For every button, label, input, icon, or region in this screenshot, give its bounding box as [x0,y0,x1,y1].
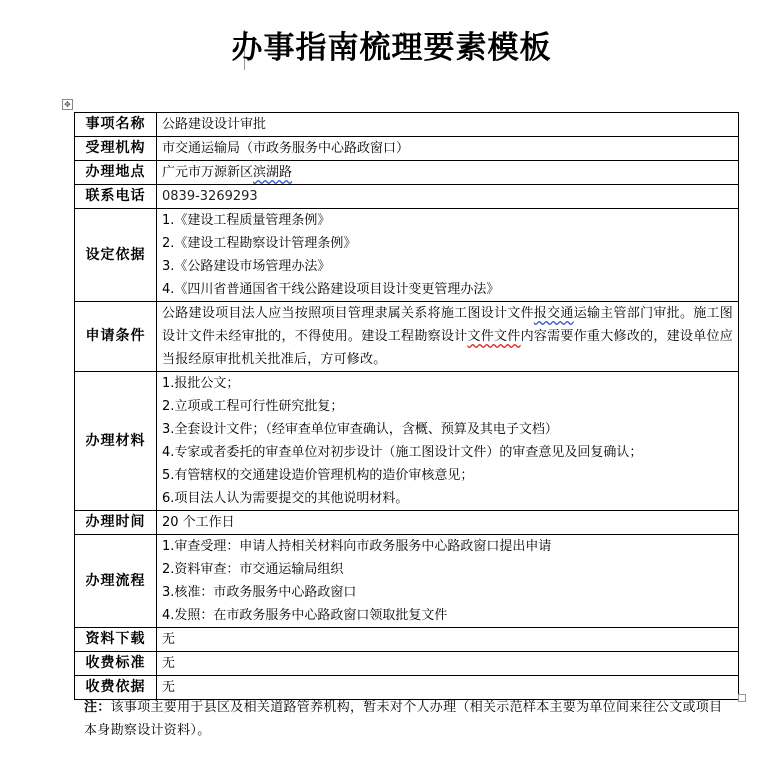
table-row-phone [75,185,739,209]
list-item: 3.核准：市政务服务中心路政窗口 [162,585,357,600]
row-label: 事项名称 [75,113,157,137]
list-item: 2.立项或工程可行性研究批复； [162,399,344,414]
list-item: 4.发照：在市政务服务中心路政窗口领取批复文件 [162,608,448,623]
text-span: 运输主管部门审批。施工图设计文件未经审批的，不得使用。建设工程勘察设计 [162,306,733,344]
spellcheck-underlined-text[interactable]: 报交通 [533,306,574,321]
list-item: 6.项目法人认为需要提交的其他说明材料。 [162,491,409,506]
table-row-fee-standard [75,652,739,676]
table-row-duration [75,511,739,535]
table-row-legal-basis [75,209,739,302]
table-row-agency [75,137,739,161]
table-row-item-name [75,113,739,137]
note-text: 该事项主要用于县区及相关道路管养机构，暂未对个人办理（相关示范样本主要为单位间来往公文或项目本身勘察设计资料）。 [84,700,723,738]
row-label: 资料下载 [75,628,157,652]
list-item: 3.《公路建设市场管理办法》 [162,259,331,274]
row-label: 收费标准 [75,652,157,676]
row-label: 设定依据 [75,209,157,302]
row-value[interactable]: 无 [157,628,739,652]
list-item: 2.《建设工程勘察设计管理条例》 [162,236,357,251]
text-span: 公路建设项目法人应当按照项目管理隶属关系将施工图设计文件 [162,306,534,321]
row-label: 受理机构 [75,137,157,161]
list-item: 2.资料审查：市交通运输局组织 [162,562,344,577]
row-label: 收费依据 [75,676,157,700]
table-row-location [75,161,739,185]
table-row-conditions [75,302,739,372]
row-label: 办理地点 [75,161,157,185]
list-item: 3.全套设计文件；（经审查单位审查确认，含概、预算及其电子文档） [162,422,558,437]
row-label: 办理流程 [75,535,157,628]
list-item: 4.《四川省普通国省干线公路建设项目设计变更管理办法》 [162,282,500,297]
list-item: 1.审查受理：申请人持相关材料向市政务服务中心路政窗口提出申请 [162,539,552,554]
document-title: 办事指南梳理要素模板 [231,30,552,66]
location-text: 广元市万源新区 [162,165,254,180]
note-prefix: 注： [84,700,111,715]
table-row-process [75,535,739,628]
row-value[interactable]: 无 [157,652,739,676]
table-row-downloads [75,628,739,652]
row-value[interactable]: 市交通运输局（市政务服务中心路政窗口） [157,137,739,161]
spellcheck-underlined-text[interactable]: 滨湖路 [253,165,293,180]
row-value[interactable] [157,302,739,372]
footnote [84,696,734,742]
list-item: 4.专家或者委托的审查单位对初步设计（施工图设计文件）的审查意见及回复确认； [162,445,643,460]
list-item: 1.《建设工程质量管理条例》 [162,213,331,228]
row-value[interactable]: 20 个工作日 [157,511,739,535]
row-label: 联系电话 [75,185,157,209]
guide-table [74,112,739,700]
conditions-paragraph [162,302,733,371]
list-item: 1.报批公文； [162,376,240,391]
row-value[interactable] [157,372,739,511]
row-label: 申请条件 [75,302,157,372]
text-span: 内容需要作重大修改的，建设单位应当报经原审批机关批准后，方可修改。 [162,329,733,367]
row-label: 办理时间 [75,511,157,535]
row-value[interactable]: 0839-3269293 [157,185,739,209]
table-move-handle-icon[interactable]: ✥ [62,99,73,110]
row-label: 办理材料 [75,372,157,511]
table-row-materials [75,372,739,511]
row-value[interactable] [157,161,739,185]
row-value[interactable]: 无 [157,676,739,700]
row-value[interactable] [157,209,739,302]
row-value[interactable]: 公路建设设计审批 [157,113,739,137]
list-item: 5.有管辖权的交通建设造价管理机构的造价审核意见； [162,468,474,483]
row-value[interactable] [157,535,739,628]
spellcheck-error-text[interactable]: 文件文件 [467,329,521,344]
table-resize-handle[interactable] [738,694,746,702]
